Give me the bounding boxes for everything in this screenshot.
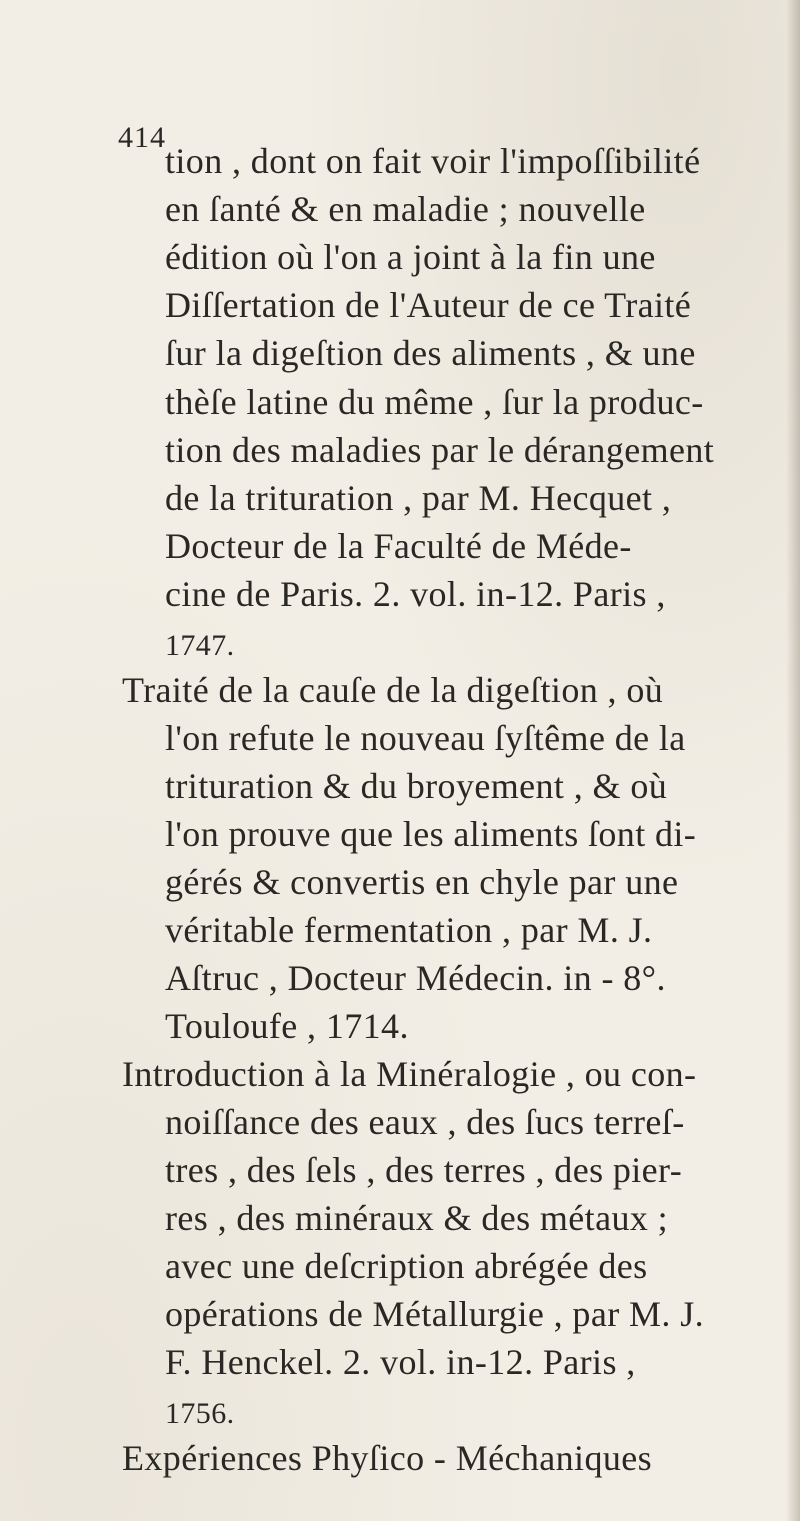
text-line-21: noiſſance des eaux , des ſucs terreſ- [165, 1102, 685, 1142]
text-line-4: Diſſertation de l'Auteur de ce Traité [165, 285, 692, 325]
text-line-6: thèſe latine du même , ſur la produc- [165, 382, 704, 422]
entry-introduction-mineralogie: Introduction à la Minéralogie , ou con- [122, 1054, 697, 1094]
text-line-5: ſur la digeſtion des aliments , & une [165, 333, 696, 373]
text-line-2: en ſanté & en maladie ; nouvelle [165, 189, 646, 229]
page-number: 414 [118, 121, 166, 154]
text-line-17: véritable fermentation , par M. J. [165, 910, 653, 950]
text-line-10: cine de Paris. 2. vol. in-12. Paris , [165, 574, 666, 614]
text-line-25: opérations de Métallurgie , par M. J. [165, 1294, 705, 1334]
text-line-16: gérés & convertis en chyle par une [165, 862, 679, 902]
text-line-23: res , des minéraux & des métaux ; [165, 1198, 669, 1238]
text-line-14: trituration & du broyement , & où [165, 766, 668, 806]
text-line-18: Aſtruc , Docteur Médecin. in - 8°. [165, 958, 666, 998]
text-line-year-1756: 1756. [165, 1397, 235, 1430]
entry-traite-digestion: Traité de la cauſe de la digeſtion , où [122, 670, 664, 710]
text-line-1: tion , dont on fait voir l'impoſſibilité [165, 141, 701, 181]
text-line-8: de la trituration , par M. Hecquet , [165, 478, 672, 518]
page-edge-shadow [786, 0, 800, 1521]
text-line-24: avec une deſcription abrégée des [165, 1246, 648, 1286]
entry-experiences-physico-mechaniques: Expériences Phyſico - Méchaniques [122, 1438, 653, 1478]
text-line-7: tion des maladies par le dérangement [165, 430, 715, 470]
text-line-year-1747: 1747. [165, 629, 235, 662]
text-line-3: édition où l'on a joint à la fin une [165, 237, 656, 277]
text-line-15: l'on prouve que les aliments ſont di- [165, 814, 697, 854]
text-line-26: F. Henckel. 2. vol. in-12. Paris , [165, 1342, 636, 1382]
text-line-13: l'on refute le nouveau ſyſtême de la [165, 718, 686, 758]
text-line-22: tres , des ſels , des terres , des pier- [165, 1150, 683, 1190]
text-line-19: Touloufe , 1714. [165, 1006, 409, 1046]
text-line-9: Docteur de la Faculté de Méde- [165, 526, 632, 566]
